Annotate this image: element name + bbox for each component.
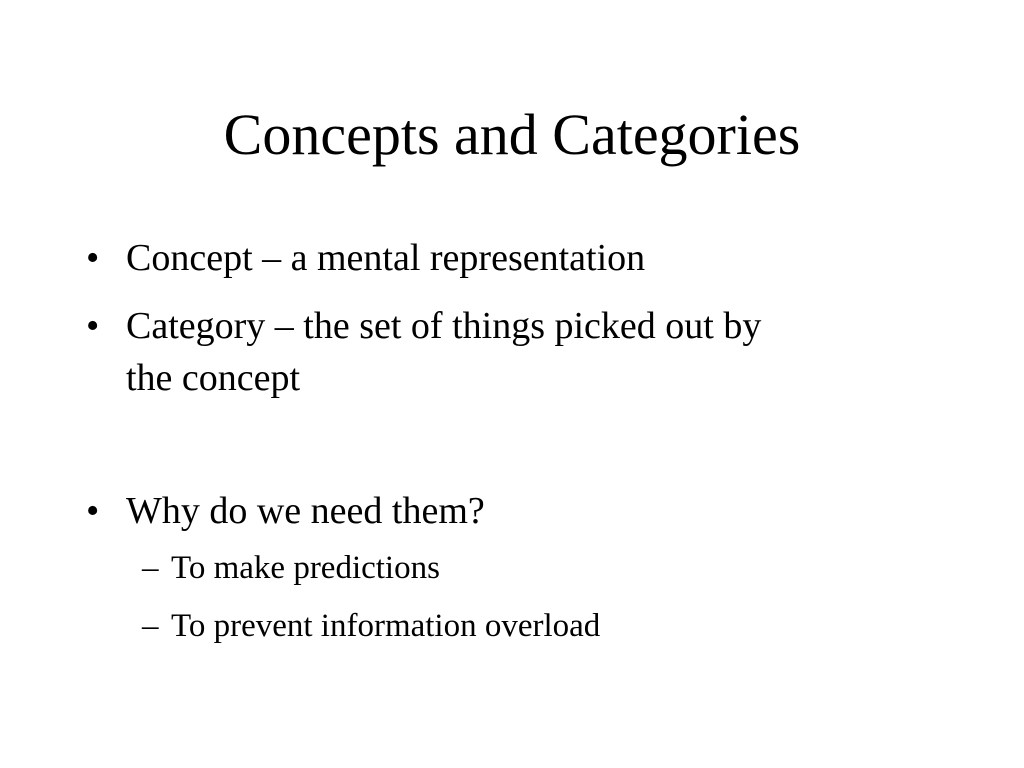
bullet-marker: • <box>86 237 100 279</box>
bullet-text-category: Category – the set of things picked out by <box>126 305 762 347</box>
sub-bullet-text-overload: To prevent information overload <box>171 608 601 644</box>
bullet-item-category <box>0 300 1024 404</box>
bullet-text-why: Why do we need them? <box>126 490 485 532</box>
bullet-text-category-continued: the concept <box>126 357 301 399</box>
bullet-text-concept: Concept – a mental representation <box>126 237 646 279</box>
sub-bullet-marker: – <box>142 608 159 644</box>
bullet-marker: • <box>86 305 100 347</box>
sub-bullet-item-predictions <box>0 545 1024 591</box>
bullet-item-concept <box>0 232 1024 284</box>
sub-bullet-item-overload <box>0 603 1024 649</box>
slide-title: Concepts and Categories <box>223 102 801 167</box>
sub-bullet-marker: – <box>142 550 159 586</box>
sub-bullet-text-predictions: To make predictions <box>171 550 440 586</box>
bullet-marker: • <box>86 490 100 532</box>
bullet-item-why <box>0 485 1024 537</box>
